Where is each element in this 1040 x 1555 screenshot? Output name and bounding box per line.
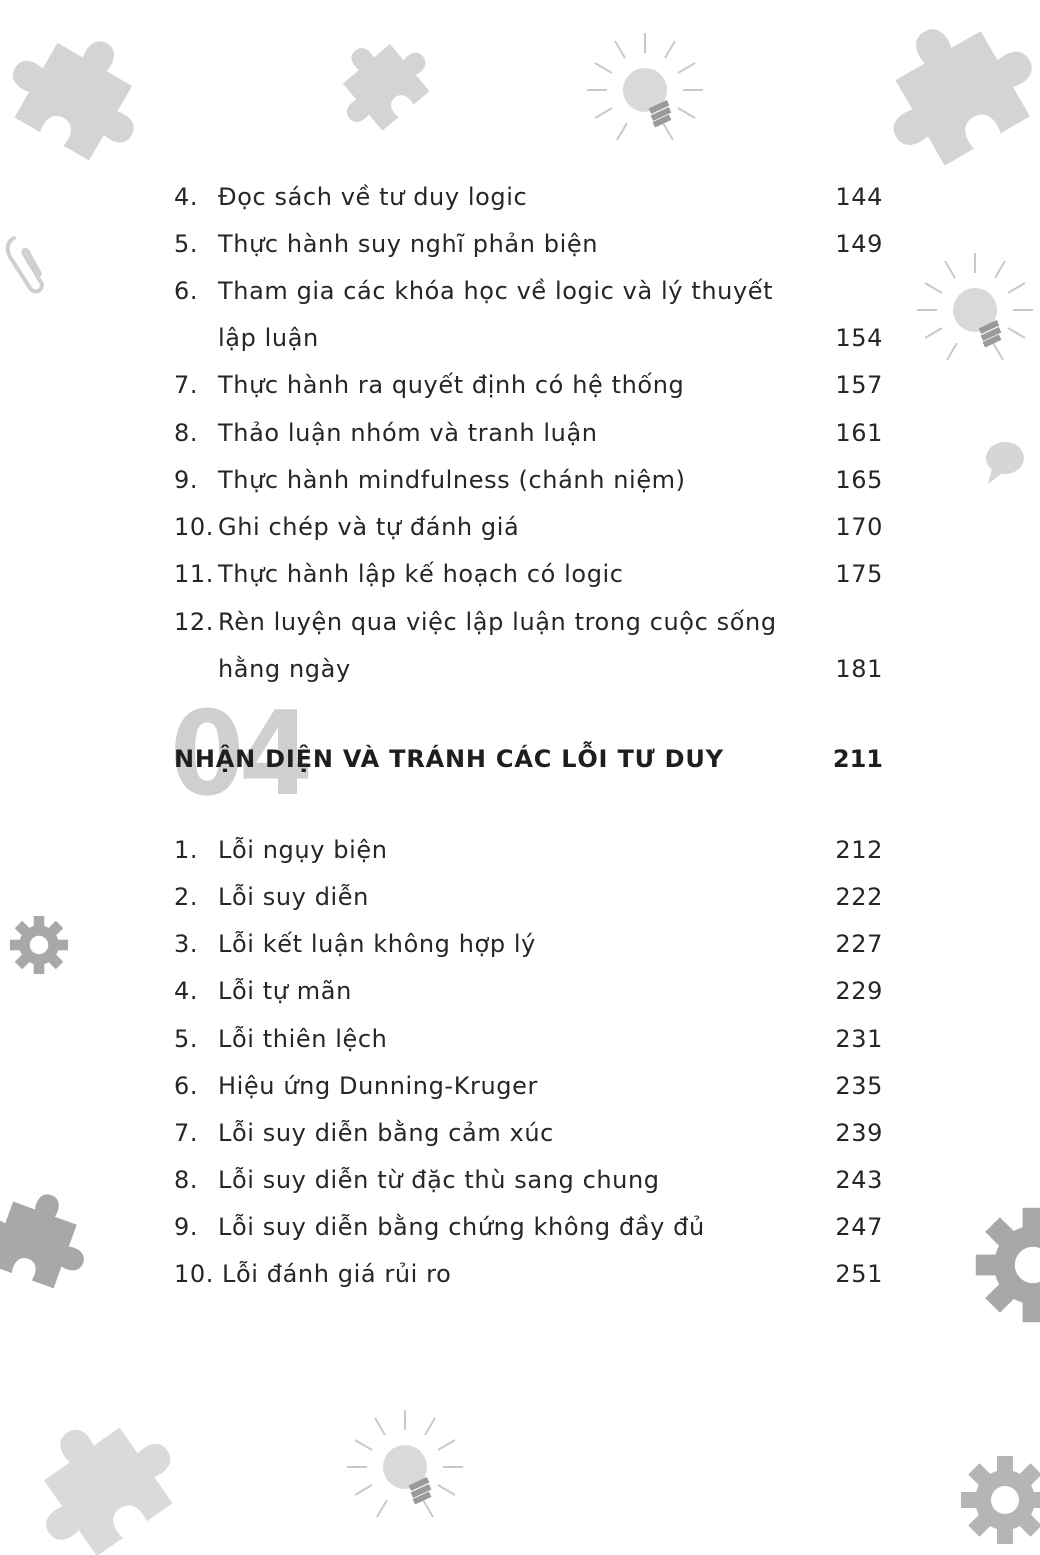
entry-title <box>218 268 773 362</box>
entry-page: 175 <box>835 560 883 588</box>
entry-page: 231 <box>835 1025 883 1053</box>
entry-number: 10. <box>174 1260 214 1288</box>
entry-title: Lỗi suy diễn bằng cảm xúc <box>218 1119 554 1147</box>
entry-page: 243 <box>835 1166 883 1194</box>
entry-title: Đọc sách về tư duy logic <box>218 183 528 211</box>
gear-icon <box>6 912 72 978</box>
entry-number: 3. <box>174 930 199 958</box>
entry-title: Lỗi suy diễn <box>218 883 369 911</box>
chapter-title: NHẬN DIỆN VÀ TRÁNH CÁC LỖI TƯ DUY <box>174 745 724 773</box>
entry-page: 165 <box>835 466 883 494</box>
entry-title: Thực hành mindfulness (chánh niệm) <box>218 466 686 494</box>
entry-title: Hiệu ứng Dunning-Kruger <box>218 1072 538 1100</box>
entry-number: 9. <box>174 1213 199 1241</box>
entry-page: 229 <box>835 977 883 1005</box>
entry-page: 144 <box>835 183 883 211</box>
entry-page: 247 <box>835 1213 883 1241</box>
puzzle-piece-icon <box>0 1180 92 1290</box>
paper-clip-icon <box>2 228 52 298</box>
entry-number: 6. <box>174 277 199 305</box>
entry-title-line2: lập luận <box>218 324 319 352</box>
toc-entry[interactable] <box>174 599 883 693</box>
entry-page: 212 <box>835 836 883 864</box>
entry-title-line1: Rèn luyện qua việc lập luận trong cuộc sống <box>218 608 777 636</box>
entry-title-line2: hằng ngày <box>218 655 351 683</box>
entry-title: Lỗi suy diễn từ đặc thù sang chung <box>218 1166 660 1194</box>
chapter-number: 04 <box>170 687 308 822</box>
gear-icon <box>955 1450 1040 1550</box>
entry-number: 8. <box>174 419 199 447</box>
entry-title <box>218 599 777 693</box>
entry-page: 251 <box>835 1260 883 1288</box>
light-bulb-icon <box>345 1405 465 1525</box>
entry-number: 1. <box>174 836 199 864</box>
entry-page: 157 <box>835 371 883 399</box>
entry-title-line1: Tham gia các khóa học về logic và lý thuyết <box>218 277 774 305</box>
entry-page: 161 <box>835 419 883 447</box>
chapter-page: 211 <box>832 745 883 773</box>
entry-title: Lỗi ngụy biện <box>218 836 388 864</box>
entry-page: 181 <box>835 655 883 683</box>
entry-number: 12. <box>174 608 214 636</box>
entry-page: 239 <box>835 1119 883 1147</box>
puzzle-piece-icon <box>330 30 430 130</box>
gear-icon <box>968 1200 1040 1330</box>
entry-title: Thực hành lập kế hoạch có logic <box>218 560 624 588</box>
entry-number: 2. <box>174 883 199 911</box>
entry-title: Lỗi đánh giá rủi ro <box>222 1260 452 1288</box>
entry-number: 6. <box>174 1072 199 1100</box>
entry-number: 4. <box>174 977 199 1005</box>
entry-number: 8. <box>174 1166 199 1194</box>
entry-title: Lỗi suy diễn bằng chứng không đầy đủ <box>218 1213 705 1241</box>
entry-number: 5. <box>174 1025 199 1053</box>
light-bulb-icon <box>585 28 705 148</box>
entry-page: 149 <box>835 230 883 258</box>
light-bulb-icon <box>915 248 1035 368</box>
entry-title: Thực hành ra quyết định có hệ thống <box>218 371 685 399</box>
entry-number: 7. <box>174 371 199 399</box>
puzzle-piece-icon <box>10 20 150 160</box>
entry-page: 154 <box>835 324 883 352</box>
entry-page: 227 <box>835 930 883 958</box>
puzzle-piece-icon <box>875 5 1035 165</box>
entry-title: Lỗi tự mãn <box>218 977 352 1005</box>
chapter-heading[interactable] <box>170 687 883 822</box>
speech-bubble-icon <box>984 438 1026 486</box>
entry-page: 170 <box>835 513 883 541</box>
entry-page: 222 <box>835 883 883 911</box>
entry-title: Ghi chép và tự đánh giá <box>218 513 520 541</box>
entry-number: 7. <box>174 1119 199 1147</box>
entry-title: Thảo luận nhóm và tranh luận <box>218 419 598 447</box>
entry-page: 235 <box>835 1072 883 1100</box>
entry-number: 9. <box>174 466 199 494</box>
entry-number: 5. <box>174 230 199 258</box>
entry-number: 4. <box>174 183 199 211</box>
entry-title: Lỗi kết luận không hợp lý <box>218 930 536 958</box>
entry-number: 11. <box>174 560 214 588</box>
entry-title: Lỗi thiên lệch <box>218 1025 388 1053</box>
toc-entry[interactable] <box>174 268 883 362</box>
entry-title: Thực hành suy nghĩ phản biện <box>218 230 599 258</box>
entry-number: 10. <box>174 513 214 541</box>
puzzle-piece-icon <box>25 1405 175 1555</box>
